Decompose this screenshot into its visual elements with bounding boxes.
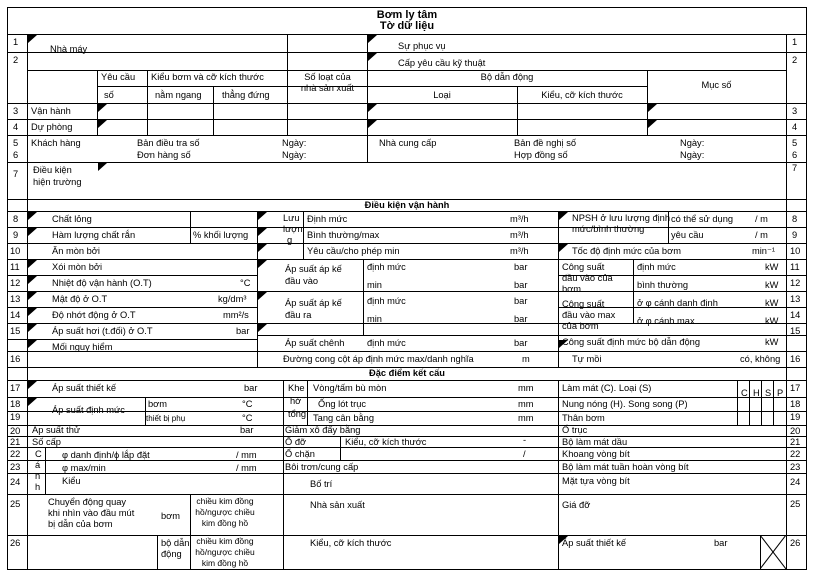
vapor-pressure-label: Áp suất hơi (t.đối) ở O.T (52, 326, 153, 336)
differential-rated-label: định mức (367, 338, 406, 348)
plant-label: Nhà máy (50, 44, 88, 54)
date-label-2: Ngày: (282, 150, 307, 160)
pressure-temp-unit-2: °C (242, 413, 253, 423)
seal-face-label: Mặt tựa vòng bít (562, 476, 630, 486)
power-unit-2: kW (765, 280, 779, 290)
seal-chamber-label: Khoang vòng bít (562, 449, 630, 459)
inlet-min-label: min (367, 280, 382, 290)
rotation-driver-cw-3: kim đồng hồ (201, 558, 249, 568)
differential-pressure-label: Áp suất chênh (285, 338, 345, 348)
bearing-dash: - (523, 435, 527, 445)
wear-ring-label: Vòng/tấm bù mòn (313, 383, 387, 393)
clearance-unit-3: mm (518, 413, 534, 423)
clearance-label-2: hở (290, 396, 302, 406)
power-unit-5: kW (765, 337, 779, 347)
mass-percent-label: % khối lượng (193, 230, 249, 240)
crossed-box-icon (760, 535, 786, 569)
date-label-3: Ngày: (680, 138, 705, 148)
rotation-driver-cw-1: chiều kim đồng (196, 536, 254, 546)
design-pressure-unit: bar (244, 383, 258, 393)
density-label: Mật độ ở O.T (52, 294, 108, 304)
service-label: Sự phục vụ (398, 41, 446, 51)
npsh-unit-2: / m (755, 230, 768, 240)
radial-bearing-label: Ổ đỡ (285, 437, 307, 447)
construction-section-title: Đặc điểm kết cấu (369, 368, 445, 378)
impeller-max-min-label: φ max/min (62, 463, 106, 473)
rotation-driver-label-2: động (161, 549, 182, 559)
flow-label-2: lượn (283, 224, 303, 234)
rotation-pump-label: bơm (161, 511, 181, 521)
supplier-label: Nhà cung cấp (379, 138, 437, 148)
test-pressure-unit: bar (240, 425, 254, 435)
outlet-rated-label: định mức (367, 296, 406, 306)
rotation-pump-cw-3: kim đồng hồ (201, 518, 249, 528)
clearance-unit-1: mm (518, 383, 534, 393)
liquid-label: Chất lỏng (52, 214, 92, 224)
cooling-label: Làm mát (C). Loại (S) (562, 383, 652, 393)
max-power-label-1: Công suất (562, 299, 605, 309)
serial-label: Số loạt của (304, 72, 351, 82)
npsh-required-label: yêu cầu (671, 230, 704, 240)
support-label: Giá đỡ (562, 500, 591, 510)
outlet-pressure-label-2: đầu ra (285, 310, 312, 320)
power-unit-3: kW (765, 298, 779, 308)
rated-pressure-label: Áp suất định mức (52, 405, 125, 415)
operating-section-title: Điều kiện vận hành (364, 200, 450, 210)
hazards-label: Mối nguy hiểm (52, 342, 113, 352)
flow-unit-1: m³/h (510, 214, 529, 224)
inquiry-label: Bản điều tra số (137, 138, 200, 148)
clearance-label-1: Khe (288, 383, 305, 393)
max-power-label-2: đầu vào max (562, 310, 616, 320)
item-number-label: Mục số (701, 80, 732, 90)
flow-label-1: Lưu (283, 213, 300, 223)
pump-type-label: Kiểu bơm và cỡ kích thước (151, 72, 264, 82)
npsh-available-label: có thể sử dụng (671, 214, 734, 224)
pump-casing-label: Thân bơm (562, 413, 605, 423)
max-power-label-3: của bơm (562, 321, 599, 331)
rated-flow-label: Định mức (307, 214, 348, 224)
rated-impeller-label: ở φ cánh danh định (637, 298, 718, 308)
self-priming-label: Tự mồi (572, 354, 602, 364)
horizontal-label: nằm ngang (155, 90, 202, 100)
impeller-diameter-label: φ danh định/ϕ lắp đặt (62, 450, 150, 460)
inlet-unit-1: bar (514, 262, 528, 272)
datasheet-form: Bơm ly tâm Tờ dữ liệu 1 2 3 4 5 6 7 8 9 10 11 12 13 14 15 16 17 18 19 20 21 22 23 24 25 26 1 2 3 4 5 6 7 8 9 10 11 12 13 14 15 16 17 18 19 20 21 22 23 24 25 26 Nhà máy Sự phục vụ Cấp yêu cầu kỹ thuật Yêu cầu số Kiểu bơm và cỡ kích thước nằm ngang thẳng đứng Số loạt của nhà sản xuất Bộ dẫn động Loại Kiểu, cỡ kích thước Mục số Vận hành Dự phòng Khách hàng Bản điều tra số Đơn hàng số Ngày: Ngày: Nhà cung cấp Bản đề nghị số Hợp đồng số Ngày: Ngày: Điều kiện hiện trường Điều kiện vận hành Chất lỏng Hàm lượng chất rắn % khối lượng Ăn mòn bởi Xói mòn bởi Nhiệt độ vận hành (O.T) °C Mật độ ở O.T kg/dm³ Độ nhớt động ở O.T mm²/s Áp suất hơi (t.đối) ở O.T bar Mối nguy hiểm Lưu lượn g Định mức Bình thường/max Yêu cầu/cho phép min m³/h m³/h m³/h Áp suất áp kế đầu vào định mức min bar bar Áp suất áp kế đầu ra định mức min bar bar Áp suất chênh định mức bar Đường cong cột áp định mức max/danh nghĩa m NPSH ở lưu lượng định mức/bình thường có thể sử dụng yêu cầu / m / m Tốc độ định mức của bơm min⁻¹ Công suất đầu vào của bơm định mức bình thường kW kW Công suất đầu vào max của bơm ở φ cánh danh định ở φ cánh max kW kW Công suất định mức bộ dẫn động kW Tự mồi có, không Đặc điểm kết cấu Áp suất thiết kế bar Áp suất định mức bơm thiết bị phụ °C °C Áp suất thử bar Số cấp C á n h φ danh định/ϕ lắp đặt φ max/min / mm / mm Kiểu Chuyển động quay khi nhìn vào đầu mút bị dẫn của bơm bơm bộ dẫn động chiều kim đồng hồ/ngược chiều kim đồng hồ chiều kim đồng hồ/ngược chiều kim đồng hồ Khe hở tổng Vòng/tấm bù mòn Ống lót trục Tang cân bằng mm mm mm Giảm xô đẩy bằng Ổ đỡ Ổ chặn Kiểu, cỡ kích thước - / Bôi trơn/cung cấp Bố trí Nhà sản xuất Kiểu, cỡ kích thước Làm mát (C). Loại (S) Nung nóng (H). Song song (P) C H S P Thân bơm Ổ trục Bộ làm mát dầu Khoang vòng bít Bộ làm mát tuần hoàn vòng bít Mặt tựa vòng bít Giá đỡ Áp suất thiết kế bar (0, 0, 815, 576)
heating-label: Nung nóng (H). Song song (P) (562, 399, 688, 409)
design-pressure-right-unit: bar (714, 538, 728, 548)
page-title: Bơm ly tâm (376, 9, 438, 21)
date-label-4: Ngày: (680, 150, 705, 160)
manufacturer-label: nhà sản xuất (300, 83, 355, 93)
seal-size-label: Kiểu, cỡ kích thước (310, 538, 392, 548)
operating-label: Vận hành (31, 106, 71, 116)
viscosity-label: Độ nhớt động ở O.T (52, 310, 136, 320)
rotation-label-2: khi nhìn vào đầu mút (48, 508, 135, 518)
outlet-pressure-label-1: Áp suất áp kế (285, 298, 342, 308)
pump-label: bơm (148, 399, 168, 409)
input-power-rated-label: định mức (637, 262, 676, 272)
col-s: S (765, 388, 772, 398)
seal-cooler-label: Bộ làm mát tuần hoàn vòng bít (562, 462, 689, 472)
arrangement-label: Bố trí (310, 479, 333, 489)
min-flow-label: Yêu cầu/cho phép min (307, 246, 400, 256)
rotation-label-3: bị dẫn của bơm (48, 519, 113, 529)
clearance-label-3: tổng (288, 409, 307, 419)
density-unit: kg/dm³ (218, 294, 247, 304)
flow-unit-2: m³/h (510, 230, 529, 240)
head-curve-unit: m (522, 354, 530, 364)
date-label-1: Ngày: (282, 138, 307, 148)
col-c: C (741, 388, 748, 398)
bearing-size-label: Kiểu, cỡ kích thước (345, 437, 427, 447)
design-pressure-right-label: Áp suất thiết kế (562, 538, 627, 548)
proposal-label: Bản đề nghị số (514, 138, 577, 148)
thrust-bearing-label: Ổ chặn (285, 449, 315, 459)
diameter-unit-1: / mm (236, 450, 257, 460)
erosion-label: Xói mòn bởi (52, 262, 103, 272)
input-power-label-3: bơm (562, 284, 582, 294)
impeller-type-label: Kiểu (62, 476, 81, 486)
site-conditions-label-1: Điều kiện (33, 165, 72, 175)
outlet-unit-2: bar (514, 314, 528, 324)
inlet-pressure-label-2: đầu vào (285, 276, 319, 286)
stages-label: Số cấp (32, 437, 61, 447)
vertical-label: thẳng đứng (222, 90, 270, 100)
solids-label: Hàm lượng chất rắn (52, 230, 136, 240)
outlet-min-label: min (367, 314, 382, 324)
npsh-label-1: NPSH ở lưu lượng định (572, 213, 671, 223)
temperature-label: Nhiệt độ vận hành (O.T) (52, 278, 152, 288)
required-label: Yêu cầu (101, 72, 136, 82)
balance-drum-label: Tang cân bằng (313, 413, 374, 423)
auxiliary-label: thiết bị phụ (146, 414, 186, 423)
diameter-unit-2: / mm (236, 463, 257, 473)
shaft-sleeve-label: Ống lót trục (318, 399, 367, 409)
flow-label-3: g (287, 235, 293, 245)
standby-label: Dự phòng (31, 122, 73, 132)
impeller-letter-h: h (35, 482, 41, 492)
npsh-label-2: mức/bình thường (572, 224, 645, 234)
power-unit-1: kW (765, 262, 779, 272)
power-unit-4: kW (765, 316, 779, 326)
speed-unit: min⁻¹ (752, 246, 775, 256)
col-h: H (753, 388, 760, 398)
driver-type-label: Loại (433, 90, 451, 100)
inlet-unit-2: bar (514, 280, 528, 290)
inlet-pressure-label-1: Áp suất áp kế (285, 264, 342, 274)
customer-label: Khách hàng (31, 138, 81, 148)
rotation-driver-cw-2: hồ/ngược chiều (195, 547, 255, 557)
viscosity-unit: mm²/s (223, 310, 249, 320)
flow-unit-3: m³/h (510, 246, 529, 256)
number-label: số (104, 90, 114, 100)
vapor-pressure-unit: bar (236, 326, 250, 336)
impeller-letter-c: C (35, 449, 42, 459)
pressure-temp-unit-1: °C (242, 399, 253, 409)
site-conditions-label-2: hiện trường (33, 177, 82, 187)
rotation-driver-label-1: bộ dẫn (161, 538, 190, 548)
rotation-pump-cw-1: chiều kim đồng (196, 496, 254, 506)
impeller-letter-n: n (35, 471, 41, 481)
oil-cooler-label: Bộ làm mát dầu (562, 437, 628, 447)
contract-label: Hợp đồng số (514, 150, 568, 160)
max-impeller-label: ở φ cánh max (637, 316, 695, 326)
head-curve-label: Đường cong cột áp định mức max/danh nghĩa (283, 354, 474, 364)
thrust-balance-label: Giảm xô đẩy bằng (285, 425, 361, 435)
clearance-unit-2: mm (518, 399, 534, 409)
input-power-label-2: đầu vào của (562, 273, 613, 283)
outlet-unit-1: bar (514, 296, 528, 306)
differential-unit: bar (514, 338, 528, 348)
test-pressure-label: Áp suất thử (32, 425, 81, 435)
bearing-slash: / (523, 449, 526, 459)
col-p: P (777, 388, 784, 398)
page-subtitle: Tờ dữ liệu (379, 20, 435, 32)
rotation-label-1: Chuyển động quay (48, 497, 127, 507)
spec-level-label: Cấp yêu cầu kỹ thuật (398, 58, 486, 68)
inlet-rated-label: định mức (367, 262, 406, 272)
seal-manufacturer-label: Nhà sản xuất (310, 500, 365, 510)
self-priming-options: có, không (740, 354, 781, 364)
bearing-housing-label: Ổ trục (562, 425, 588, 435)
speed-label: Tốc độ định mức của bơm (572, 246, 681, 256)
rotation-pump-cw-2: hồ/ngược chiều (195, 507, 255, 517)
order-label: Đơn hàng số (137, 150, 191, 160)
impeller-letter-a: á (35, 460, 41, 470)
driver-size-label: Kiểu, cỡ kích thước (541, 90, 623, 100)
design-pressure-label: Áp suất thiết kế (52, 383, 117, 393)
temperature-unit: °C (240, 278, 251, 288)
input-power-label-1: Công suất (562, 262, 605, 272)
driver-power-label: Công suất định mức bộ dẫn động (562, 337, 701, 347)
npsh-unit-1: / m (755, 214, 768, 224)
driver-label: Bộ dẫn động (480, 72, 534, 82)
corrosion-label: Ăn mòn bởi (52, 246, 100, 256)
lubrication-label: Bôi trơn/cung cấp (285, 462, 359, 472)
input-power-normal-label: bình thường (637, 280, 689, 290)
normal-max-flow-label: Bình thường/max (307, 230, 380, 240)
